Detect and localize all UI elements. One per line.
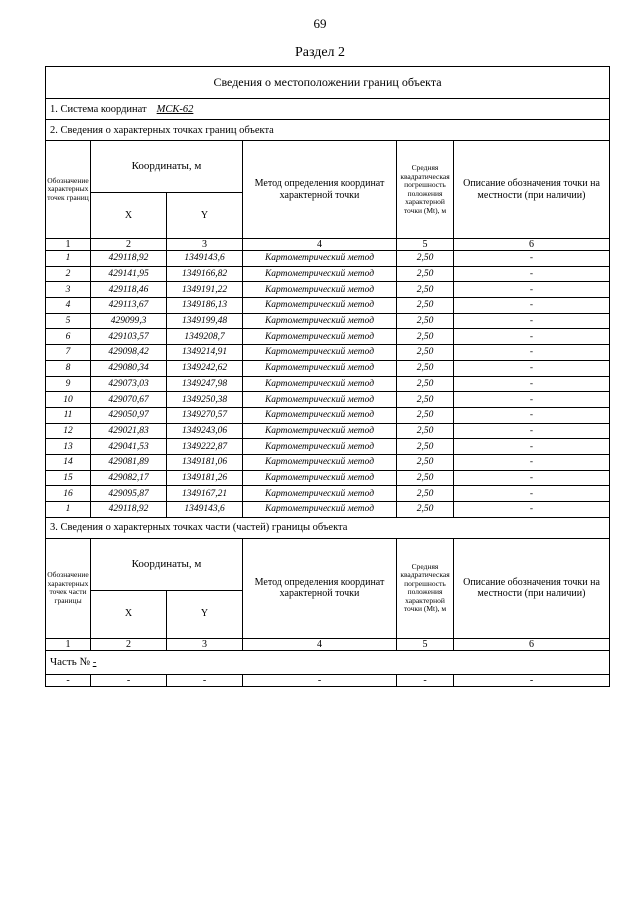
table-row [46, 376, 610, 392]
point-number: 1 [46, 502, 91, 518]
description-header: Описание обозначения точки на местности (при наличии) [454, 141, 610, 239]
point-y: 1349247,98 [167, 376, 243, 392]
point-x: 429099,3 [91, 313, 167, 329]
point-description: - [454, 251, 610, 267]
point-error: 2,50 [397, 360, 454, 376]
point-number: 9 [46, 376, 91, 392]
coord-system-row [46, 99, 610, 120]
point-number: 7 [46, 345, 91, 361]
point-description: - [454, 329, 610, 345]
col-number: 3 [167, 638, 243, 650]
page-number: 69 [313, 16, 327, 31]
point-x: 429118,92 [91, 502, 167, 518]
section-title: Раздел 2 [294, 45, 346, 60]
point-description: - [454, 407, 610, 423]
point-error: 2,50 [397, 329, 454, 345]
point-method: Картометрический метод [243, 313, 397, 329]
part-cell: - [243, 674, 397, 686]
table-row [46, 486, 610, 502]
col-number: 1 [46, 239, 91, 251]
point-error: 2,50 [397, 345, 454, 361]
part-cell: - [46, 674, 91, 686]
point-error: 2,50 [397, 376, 454, 392]
point-error: 2,50 [397, 486, 454, 502]
table-row [46, 454, 610, 470]
part-data-row [46, 674, 610, 686]
part-cell: - [91, 674, 167, 686]
point-description: - [454, 345, 610, 361]
x-header-2: X [91, 590, 167, 638]
description-header-2: Описание обозначения точки на местности (при наличии) [454, 538, 610, 638]
table-row [46, 439, 610, 455]
point-number: 15 [46, 470, 91, 486]
point-y: 1349242,62 [167, 360, 243, 376]
x-header: X [91, 193, 167, 239]
point-x: 429081,89 [91, 454, 167, 470]
point-error: 2,50 [397, 439, 454, 455]
point-method: Картометрический метод [243, 392, 397, 408]
designation-header: Обозначение характерных точек границ [46, 141, 91, 239]
point-number: 12 [46, 423, 91, 439]
point-description: - [454, 282, 610, 298]
part-value: - [92, 655, 97, 668]
point-x: 429021,83 [91, 423, 167, 439]
y-header-2: Y [167, 590, 243, 638]
point-error: 2,50 [397, 313, 454, 329]
point-y: 1349243,06 [167, 423, 243, 439]
point-error: 2,50 [397, 470, 454, 486]
point-number: 5 [46, 313, 91, 329]
point-error: 2,50 [397, 266, 454, 282]
point-error: 2,50 [397, 251, 454, 267]
point-x: 429098,42 [91, 345, 167, 361]
column-numbers-row-2 [46, 638, 610, 650]
point-method: Картометрический метод [243, 486, 397, 502]
table-row [46, 502, 610, 518]
table-row [46, 407, 610, 423]
point-number: 10 [46, 392, 91, 408]
table-row [46, 470, 610, 486]
point-error: 2,50 [397, 407, 454, 423]
part-cell: - [167, 674, 243, 686]
point-error: 2,50 [397, 282, 454, 298]
point-method: Картометрический метод [243, 407, 397, 423]
point-method: Картометрический метод [243, 298, 397, 314]
col-number: 1 [46, 638, 91, 650]
point-y: 1349166,82 [167, 266, 243, 282]
coord-system-value: МСК-62 [156, 103, 194, 115]
col-number: 2 [91, 638, 167, 650]
point-description: - [454, 360, 610, 376]
point-y: 1349191,22 [167, 282, 243, 298]
point-y: 1349167,21 [167, 486, 243, 502]
error-header: Средняя квадратическая погрешность положения характерной точки (Mt), м [397, 141, 454, 239]
col-number: 5 [397, 638, 454, 650]
point-description: - [454, 502, 610, 518]
method-header: Метод определения координат характерной точки [243, 141, 397, 239]
point-number: 1 [46, 251, 91, 267]
point-method: Картометрический метод [243, 266, 397, 282]
col-number: 4 [243, 239, 397, 251]
point-y: 1349181,26 [167, 470, 243, 486]
table-row [46, 298, 610, 314]
table-row [46, 282, 610, 298]
point-method: Картометрический метод [243, 329, 397, 345]
point-x: 429080,34 [91, 360, 167, 376]
error-header-2: Средняя квадратическая погрешность положения характерной точки (Mt), м [397, 538, 454, 638]
point-number: 3 [46, 282, 91, 298]
point-method: Картометрический метод [243, 251, 397, 267]
point-x: 429095,87 [91, 486, 167, 502]
point-y: 1349143,6 [167, 251, 243, 267]
point-x: 429118,92 [91, 251, 167, 267]
table-row [46, 423, 610, 439]
point-description: - [454, 454, 610, 470]
point-x: 429113,67 [91, 298, 167, 314]
point-method: Картометрический метод [243, 470, 397, 486]
col-number: 6 [454, 638, 610, 650]
point-method: Картометрический метод [243, 439, 397, 455]
point-number: 4 [46, 298, 91, 314]
point-y: 1349214,91 [167, 345, 243, 361]
col-number: 3 [167, 239, 243, 251]
point-x: 429082,17 [91, 470, 167, 486]
point-method: Картометрический метод [243, 376, 397, 392]
point-error: 2,50 [397, 502, 454, 518]
boundary-table [45, 66, 610, 687]
table-row [46, 392, 610, 408]
point-number: 2 [46, 266, 91, 282]
col-number: 5 [397, 239, 454, 251]
point-description: - [454, 470, 610, 486]
part-label: Часть № [50, 655, 90, 668]
section2-title: 2. Сведения о характерных точках границ объекта [46, 120, 610, 141]
part-cell: - [454, 674, 610, 686]
point-method: Картометрический метод [243, 360, 397, 376]
table-row [46, 345, 610, 361]
part-row [46, 650, 610, 674]
point-y: 1349250,38 [167, 392, 243, 408]
column-numbers-row [46, 239, 610, 251]
table-caption: Сведения о местоположении границ объекта [46, 67, 610, 99]
point-x: 429141,95 [91, 266, 167, 282]
point-x: 429041,53 [91, 439, 167, 455]
points-body [46, 251, 610, 518]
point-x: 429070,67 [91, 392, 167, 408]
point-y: 1349186,13 [167, 298, 243, 314]
point-x: 429073,03 [91, 376, 167, 392]
point-error: 2,50 [397, 423, 454, 439]
point-x: 429050,97 [91, 407, 167, 423]
point-y: 1349181,06 [167, 454, 243, 470]
point-x: 429103,57 [91, 329, 167, 345]
point-error: 2,50 [397, 392, 454, 408]
col-number: 4 [243, 638, 397, 650]
point-description: - [454, 313, 610, 329]
table-row [46, 313, 610, 329]
point-error: 2,50 [397, 454, 454, 470]
part-cell: - [397, 674, 454, 686]
point-number: 8 [46, 360, 91, 376]
point-y: 1349270,57 [167, 407, 243, 423]
coordinates-header-2: Координаты, м [91, 538, 243, 590]
point-y: 1349143,6 [167, 502, 243, 518]
point-y: 1349222,87 [167, 439, 243, 455]
col-number: 2 [91, 239, 167, 251]
table-row [46, 266, 610, 282]
coord-system-label: 1. Система координат [50, 103, 147, 115]
point-description: - [454, 376, 610, 392]
point-number: 6 [46, 329, 91, 345]
point-description: - [454, 266, 610, 282]
table-row [46, 251, 610, 267]
point-method: Картометрический метод [243, 282, 397, 298]
point-number: 14 [46, 454, 91, 470]
point-y: 1349208,7 [167, 329, 243, 345]
point-description: - [454, 423, 610, 439]
point-method: Картометрический метод [243, 345, 397, 361]
method-header-2: Метод определения координат характерной точки [243, 538, 397, 638]
coordinates-header: Координаты, м [91, 141, 243, 193]
point-description: - [454, 298, 610, 314]
point-x: 429118,46 [91, 282, 167, 298]
point-method: Картометрический метод [243, 454, 397, 470]
point-error: 2,50 [397, 298, 454, 314]
point-description: - [454, 439, 610, 455]
point-number: 11 [46, 407, 91, 423]
col-number: 6 [454, 239, 610, 251]
table-row [46, 360, 610, 376]
point-method: Картометрический метод [243, 502, 397, 518]
point-description: - [454, 392, 610, 408]
point-number: 13 [46, 439, 91, 455]
point-method: Картометрический метод [243, 423, 397, 439]
point-number: 16 [46, 486, 91, 502]
designation-part-header: Обозначение характерных точек части границы [46, 538, 91, 638]
point-y: 1349199,48 [167, 313, 243, 329]
point-description: - [454, 486, 610, 502]
section3-title: 3. Сведения о характерных точках части (частей) границы объекта [46, 517, 610, 538]
y-header: Y [167, 193, 243, 239]
table-row [46, 329, 610, 345]
